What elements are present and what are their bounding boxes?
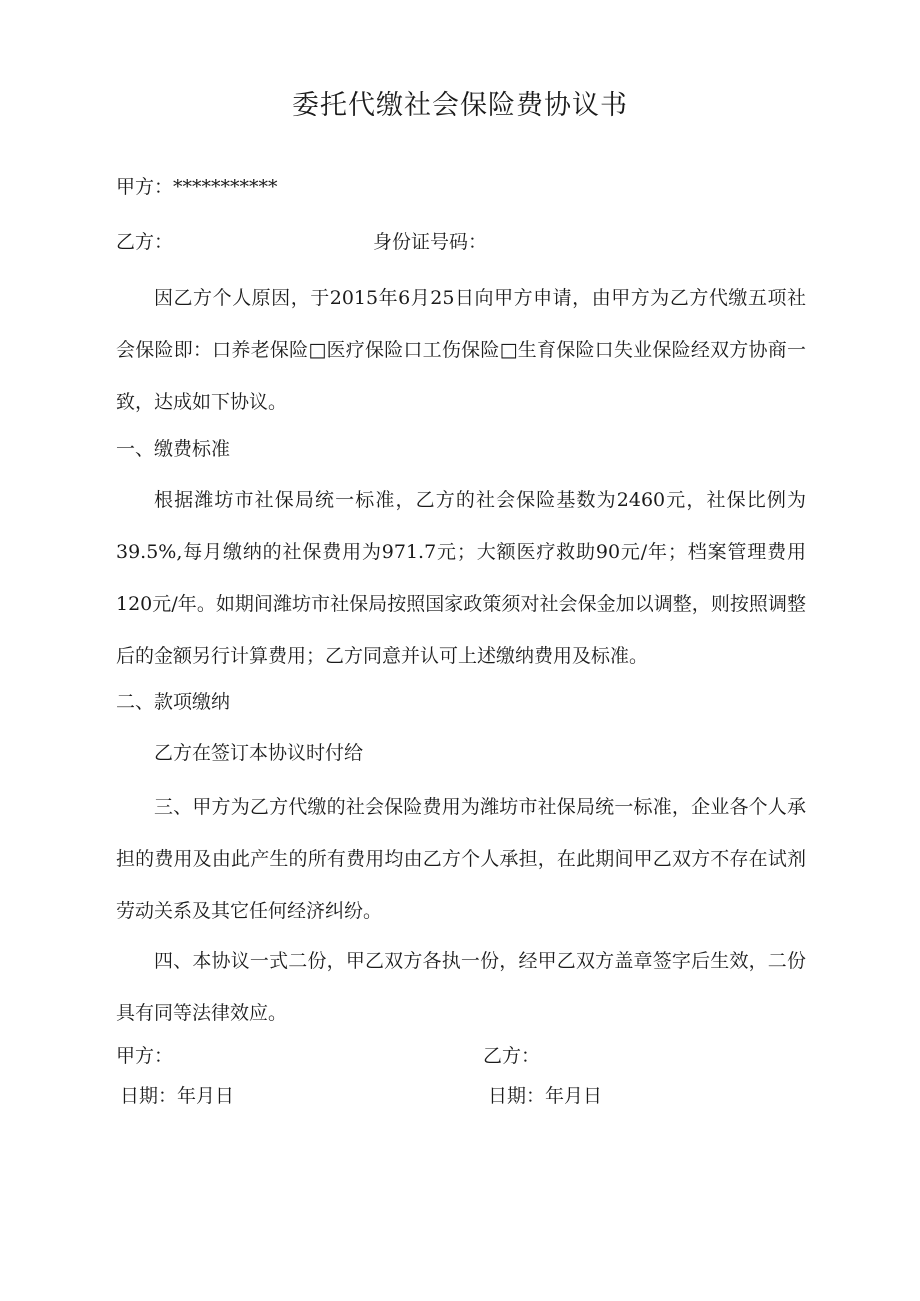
signature-party-a: 甲方：	[116, 1045, 174, 1067]
section3-paragraph: 三、甲方为乙方代缴的社会保险费用为潍坊市社保局统一标准，企业各个人承担的费用及由此产生的所有费用均由乙方个人承担，在此期间甲乙双方不存在试剂劳动关系及其它任何经济纠纷。	[116, 796, 806, 922]
party-a-line: 甲方：***********	[116, 176, 278, 198]
document-title: 委托代缴社会保险费协议书	[292, 90, 628, 121]
section2-paragraph: 乙方在签订本协议时付给	[154, 742, 364, 764]
id-number-label: 身份证号码：	[373, 231, 488, 253]
section1-paragraph: 根据潍坊市社保局统一标准，乙方的社会保险基数为2460元，社保比例为39.5%,每月缴纳的社保费用为971.7元；大额医疗救助90元/年；档案管理费用120元/年。如期间潍坊市社保局按照国家政策须对社会保金加以调整，则按照调整后的金额另行计算费用；乙方同意并认可上述缴纳费用及标准。	[116, 489, 806, 667]
section1-heading: 一、缴费标准	[116, 438, 231, 460]
date-party-b: 日期：年月日	[488, 1085, 603, 1107]
date-party-a: 日期：年月日	[120, 1085, 235, 1107]
section2-heading: 二、款项缴纳	[116, 691, 231, 713]
intro-paragraph: 因乙方个人原因，于2015年6月25日向甲方申请，由甲方为乙方代缴五项社会保险即：口养老保险□医疗保险口工伤保险□生育保险口失业保险经双方协商一致，达成如下协议。	[116, 287, 806, 413]
signature-party-b: 乙方：	[483, 1045, 541, 1067]
party-b-line: 乙方：	[116, 231, 174, 253]
section4-paragraph: 四、本协议一式二份，甲乙双方各执一份，经甲乙双方盖章签字后生效，二份具有同等法律效应。	[116, 950, 806, 1024]
